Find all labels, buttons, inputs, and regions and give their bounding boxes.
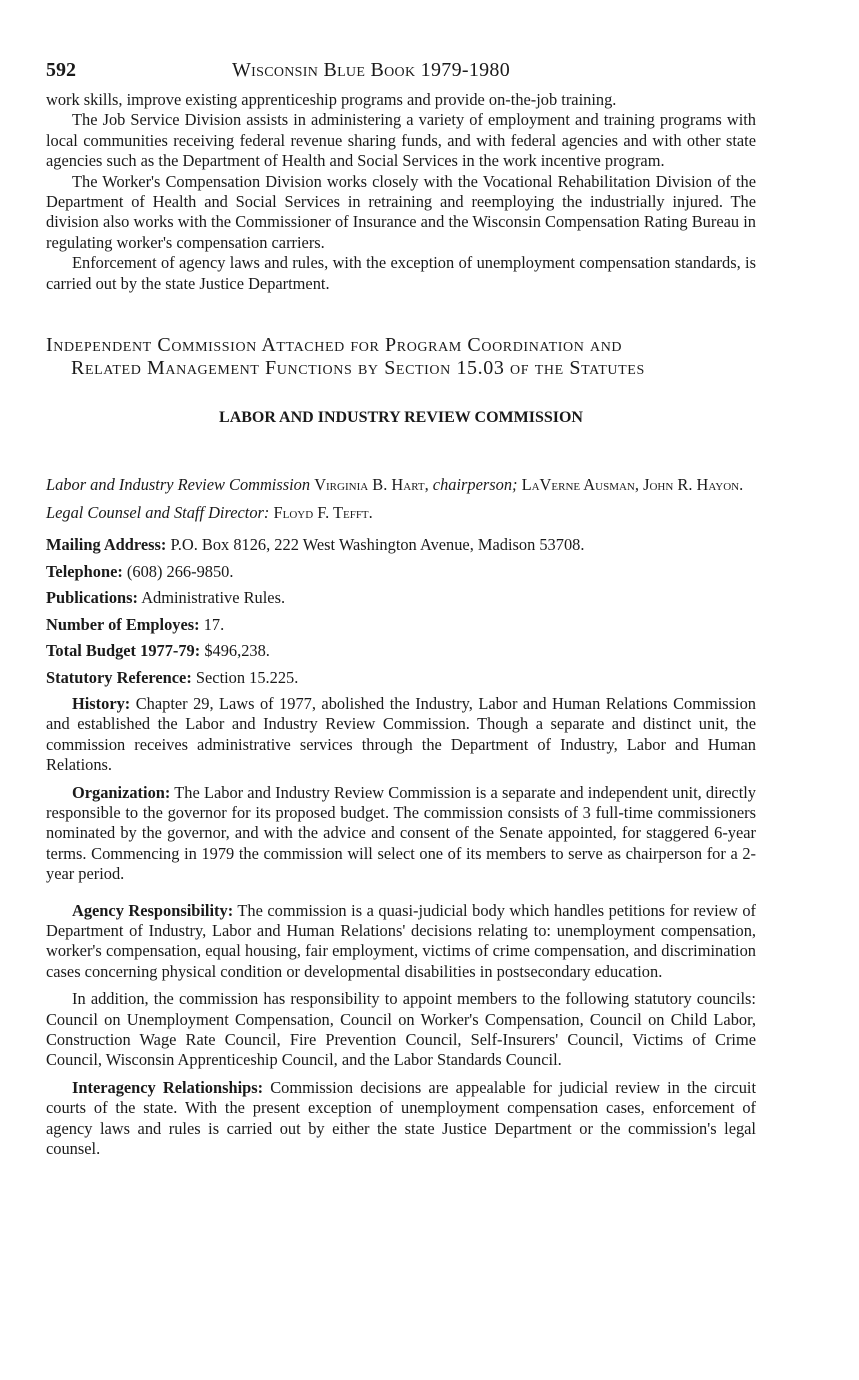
responsibility-paragraph [46,901,756,983]
history-text: Chapter 29, Laws of 1977, abolished the Industry, Labor and Human Relations Commission and established the Labor and Industry Review Commission. Though a separate and distinct unit, the commission receives administrative services through the Department of Industry, Labor and Human Relations. [46,693,756,775]
budget-value: $496,238. [204,641,270,661]
members-line [46,474,756,495]
interagency-paragraph [46,1078,756,1160]
mailing-address-value: P.O. Box 8126, 222 West Washington Avenue, Madison 53708. [170,535,585,555]
organization-paragraph [46,783,756,885]
section-heading-line-1: Independent Commission Attached for Program Coordination and [46,334,623,357]
section-heading-line-2: Related Management Functions by Section 15.03 of the Statutes [71,357,645,380]
publications-label: Publications: [46,588,138,608]
chair-role: chairperson; [432,475,518,495]
statutory-value: Section 15.225. [195,667,299,687]
document-page [46,60,756,1159]
intro-paragraph-2: The Job Service Division assists in administering a variety of employment and training programs with local communities receiving federal revenue sharing funds, and with federal agencies and with other state agencies such as the Department of Health and Social Services in the work incentive program. [46,110,756,171]
councils-paragraph: In addition, the commission has responsibility to appoint members to the following statutory councils: Council on Unemployment Compensation, Council on Worker's Compensation, Council on Child Labor, Construction Wage Rate Council, Fire Prevention Council, Self-Insurers' Council, Victims of Crime Council, Wisconsin Apprenticeship Council, and the Labor Standards Council. [46,989,756,1070]
counsel-line [46,502,756,523]
interagency-label: Interagency Relationships: [72,1077,264,1097]
section-heading [46,334,756,380]
commission-members [46,474,756,523]
budget-label: Total Budget 1977-79: [46,641,201,661]
employes-label: Number of Employes: [46,614,200,634]
telephone-label: Telephone: [46,561,123,581]
organization-label: Organization: [72,782,171,802]
chair-name: Virginia B. Hart, [314,475,429,495]
counsel-name: Floyd F. Tefft. [273,503,373,523]
page-number: 592 [46,59,76,81]
telephone-value: (608) 266-9850. [126,561,234,581]
organization-text: The Labor and Industry Review Commission is a separate and independent unit, directly responsible to the governor for its proposed budget. The commission consists of 3 full-time commissioners nominated by the governor, and with the advice and consent of the Senate appointed, for staggered 6-year terms. Commencing in 1979 the commission will select one of its members to serve as chairperson for a 2-year period. [46,782,756,884]
statutory-label: Statutory Reference: [46,667,192,687]
total-budget [46,641,756,661]
responsibility-label: Agency Responsibility: [72,900,234,920]
interagency-text: Commission decisions are appealable for judicial review in the circuit courts of the state. With the present exception of unemployment compensation cases, enforcement of agency laws and rules is carried out by either the state Justice Department or the commission's legal counsel. [46,1077,756,1159]
history-paragraph [46,694,756,776]
employes-value: 17. [203,614,225,634]
members-label: Labor and Industry Review Commission [46,475,311,495]
member-name: John R. Hayon. [643,475,744,495]
responsibility-text: The commission is a quasi-judicial body which handles petitions for review of Department of Industry, Labor and Human Relations' decisions relating to: unemployment compensation, worker's compensation, equal housing, fair employment, victims of crime compensation, and discrimination cases concerning physical condition or developmental disabilities in postsecondary education. [46,900,756,981]
mailing-address-label: Mailing Address: [46,535,167,555]
history-label: History: [72,693,131,713]
intro-paragraph-4: Enforcement of agency laws and rules, with the exception of unemployment compensation standards, is carried out by the state Justice Department. [46,253,756,293]
telephone [46,562,756,582]
agency-facts [46,535,756,687]
running-title: Wisconsin Blue Book 1979-1980 [232,59,511,81]
member-name: LaVerne Ausman, [521,475,639,495]
intro-paragraph-3: The Worker's Compensation Division works closely with the Vocational Rehabilitation Division of the Department of Health and Social Services in retraining and reemploying the industrially injured. The division also works with the Commissioner of Insurance and the Wisconsin Compensation Rating Bureau in regulating worker's compensation carriers. [46,171,756,252]
statutory-reference [46,668,756,688]
mailing-address [46,535,756,555]
intro-paragraph-1: work skills, improve existing apprenticeship programs and provide on-the-job training. [46,90,617,109]
page-header [46,60,756,90]
counsel-label: Legal Counsel and Staff Director: [46,503,270,523]
publications-value: Administrative Rules. [141,588,286,608]
publications [46,588,756,608]
commission-title: LABOR AND INDUSTRY REVIEW COMMISSION [219,409,583,427]
number-of-employes [46,615,756,635]
